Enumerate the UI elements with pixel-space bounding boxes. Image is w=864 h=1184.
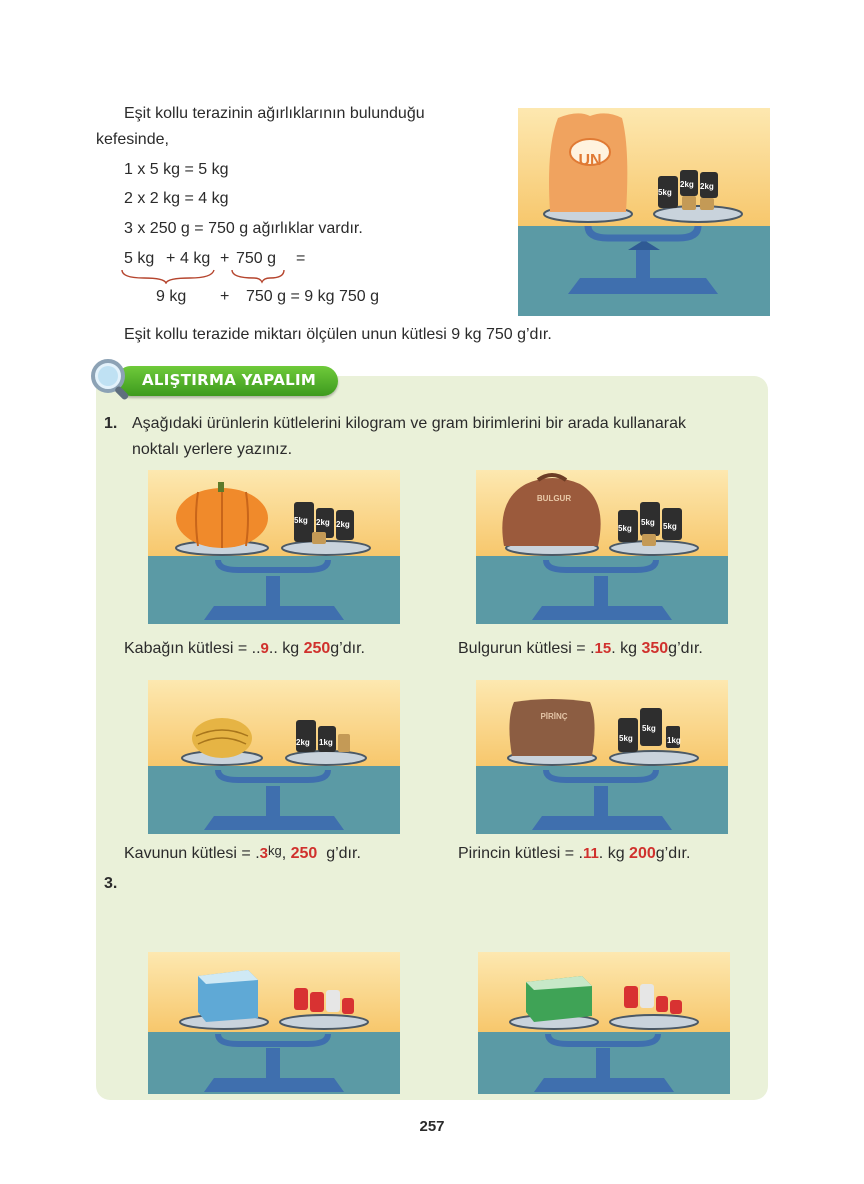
label-middle: .. kg	[268, 640, 300, 657]
result-total: 750 g = 9 kg 750 g	[246, 288, 379, 305]
kg-answer: 3	[259, 845, 268, 862]
sum-plus-1: +	[166, 250, 176, 267]
magnifier-icon	[88, 356, 134, 402]
label-middle: . kg	[611, 640, 638, 657]
bulgur-sack-label: BULGUR	[536, 494, 572, 503]
label-prefix: Kavunun kütlesi = .	[124, 845, 260, 862]
label-suffix: g’dır.	[330, 640, 365, 657]
kg-answer: 9	[260, 640, 269, 657]
question-1-line-2: noktalı yerlere yazınız.	[132, 441, 293, 458]
result-plus: +	[220, 288, 230, 305]
label-suffix: g’dır.	[655, 845, 691, 862]
weight-label: 2kg	[296, 738, 310, 747]
sum-braces	[120, 268, 290, 284]
question-1-line-1: Aşağıdaki ürünlerin kütlelerini kilogram ve gram birimlerini bir arada kullanarak	[132, 415, 687, 432]
melon-scale-image	[148, 680, 400, 834]
equation-3: 3 x 250 g = 750 g ağırlıklar vardır.	[124, 220, 363, 237]
weight-label: 2kg	[336, 520, 350, 529]
equation-2: 2 x 2 kg = 4 kg	[124, 190, 229, 207]
melon-mass-answer: Kavunun kütlesi = .3kg, 250 g’dır.	[124, 843, 361, 862]
exercise-banner-title: ALIŞTIRMA YAPALIM	[142, 371, 317, 389]
weight-label: 5kg	[619, 734, 633, 743]
flour-scale-image	[518, 108, 770, 316]
sum-equals: =	[296, 250, 306, 267]
intro-line-1: Eşit kollu terazinin ağırlıklarının bulunduğu	[124, 105, 425, 122]
kg-answer: 11	[582, 845, 599, 862]
label-suffix: g’dır.	[326, 845, 361, 862]
sum-term-5kg: 5 kg	[124, 250, 155, 267]
page-number: 257	[419, 1118, 445, 1135]
question-1-number: 1.	[104, 415, 118, 432]
weight-label: 2kg	[316, 518, 330, 527]
box-scale-image-2	[478, 952, 730, 1094]
conclusion-text: Eşit kollu terazide miktarı ölçülen unun kütlesi 9 kg 750 g’dır.	[124, 326, 552, 343]
g-answer: 200	[629, 845, 656, 862]
weight-label: 1kg	[319, 738, 333, 747]
result-9kg: 9 kg	[156, 288, 187, 305]
weight-label: 1kg	[667, 736, 681, 745]
sum-term-4kg: 4 kg	[180, 250, 211, 267]
rice-mass-answer	[458, 844, 690, 864]
weight-label: 5kg	[618, 524, 632, 533]
equation-1: 1 x 5 kg = 5 kg	[124, 161, 229, 178]
weight-label: 5kg	[663, 522, 677, 531]
weight-label: 5kg	[642, 724, 656, 733]
label-prefix: Bulgurun kütlesi = .	[458, 640, 595, 657]
label-middle: . kg	[598, 845, 625, 862]
weight-label: 2kg	[700, 182, 714, 191]
question-3-number: 3.	[104, 875, 118, 892]
intro-line-2: kefesinde,	[96, 131, 169, 148]
label-prefix: Kabağın kütlesi = ..	[124, 640, 261, 657]
kg-answer: 15	[594, 640, 612, 657]
g-answer: 350	[641, 640, 669, 657]
label-prefix: Pirincin kütlesi = .	[458, 845, 583, 862]
weight-label: 5kg	[641, 518, 655, 527]
g-answer: 250	[303, 640, 331, 657]
sum-plus-2: +	[220, 250, 230, 267]
pumpkin-scale-image	[148, 470, 400, 624]
label-suffix: g’dır.	[668, 640, 703, 657]
g-answer: 250	[290, 845, 318, 862]
bulgur-mass-answer	[458, 639, 703, 659]
rice-sack-label: PİRİNÇ	[540, 712, 568, 721]
sum-term-750g: 750 g	[236, 250, 277, 267]
weight-label: 5kg	[294, 516, 308, 525]
weight-label: 2kg	[680, 180, 694, 189]
rice-scale-image	[476, 680, 728, 834]
flour-sack-label: UN	[578, 152, 602, 169]
label-middle: kg	[267, 843, 282, 858]
pumpkin-mass-answer	[124, 639, 365, 659]
weight-label: 5kg	[658, 188, 672, 197]
bulgur-scale-image	[476, 470, 728, 624]
box-scale-image-1	[148, 952, 400, 1094]
